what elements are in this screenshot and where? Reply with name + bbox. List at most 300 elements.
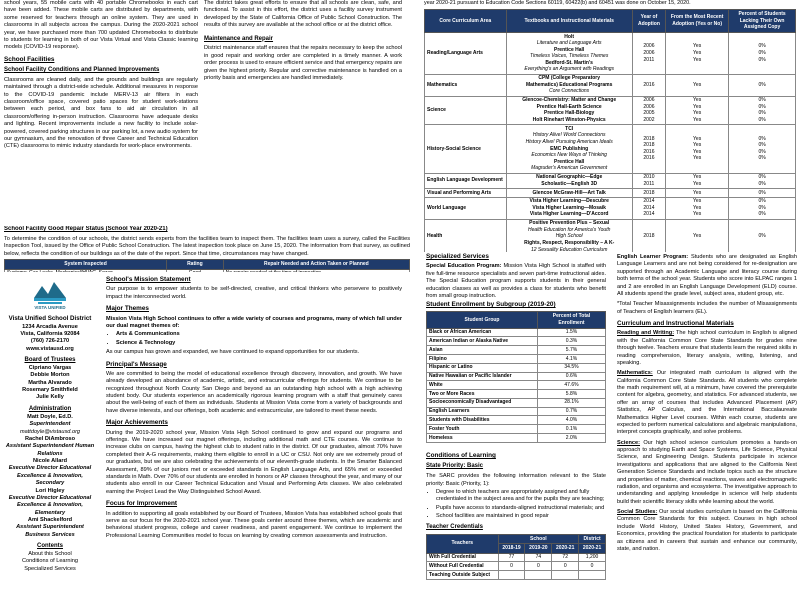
textbook-titles [506, 96, 632, 125]
textbook-row [425, 96, 796, 125]
textbook-title: Holt [564, 33, 575, 40]
textbook-pct [729, 96, 796, 125]
textbook-years-value: 2006 [643, 43, 655, 50]
principal-text: We are committed to being the model of educational excellence through discovery, innovation, and growth. We have already developed an abundance of academic, artistic, and extracurricular offerings for students. We continue to be recognized throughout North County San Diego and beyond as an outstanding high school with a high achieving student body. Our students experience an academically rigorous learning program with a staff that genuinely cares about the well-being of each of them as individuals. Students at Mission Vista come from a variety of backgrounds and have diverse interests, and our offerings, both academic and extracurricular, are tailored to meet these needs. [106, 370, 402, 414]
credentials-value: 0 [552, 562, 579, 571]
credentials-row [427, 571, 606, 580]
elp-text [617, 254, 797, 298]
repair-col-action: Repair Needed and Action Taken or Planned [223, 260, 409, 270]
curriculum-text: Our integrated math curriculum is aligned with the California Common Core State Standards. All students who complete the math requirement will, at a minimum, have covered the prerequisite content for algebra, geometry, and statistics. For advanced students, we offer an array of courses that includes Advanced Placement (AP) Statistics, AP Calculus, and the International Baccalaureate Mathematics Higher Level courses. Within each course, students are expected to perform numerical calculations and algebraic manipulations, interpret concepts graphically, and solve problems. [617, 370, 797, 436]
admin-title: Executive Director Educational Excellence & Innovation, Elementary [8, 494, 92, 516]
top-left-panel [0, 0, 202, 216]
cred-col-district: District [579, 534, 606, 544]
enrollment-panel [424, 300, 608, 450]
textbook-years [632, 125, 665, 173]
textbook-years-value: 2018 [643, 135, 655, 142]
achievements-heading: Major Achievements [106, 419, 168, 427]
enrollment-group: Filipino [427, 354, 538, 363]
enrollment-row [427, 372, 606, 381]
technology-paragraph: school years, 55 mobile carts with 40 portable Chromebooks in each cart have been added. These mobile carts are distributed by departments, with some reserved for teachers through an online system. They are used in classrooms in all subjects across the campus. During the 2020-2021 school year, we have purchased more than 700 updated Chromebooks to distribute to students for learning in both of our Vista Virtual and Vista Classic learning models (COVID-19 response). [4, 0, 198, 51]
enrollment-group: Foster Youth [427, 425, 538, 434]
survey-paragraph: The district takes great efforts to ensure that all schools are clean, safe, and functional. To assist in this effort, the district uses a facility survey instrument developed by the State of California Office of Public School Construction. The results of this survey are available at the school office or at the district office. [204, 0, 402, 29]
textbook-years [632, 96, 665, 125]
about-school-panel [104, 274, 404, 600]
textbook-recent-value: Yes [693, 189, 702, 196]
curriculum-item [617, 330, 797, 367]
textbook-recent-value: Yes [693, 233, 702, 240]
textbook-titles [506, 32, 632, 74]
textbook-title: National Geographic—Edge [536, 174, 603, 181]
textbook-title: EMC Publishing [550, 145, 589, 152]
credentials-row [427, 553, 606, 562]
themes-list [116, 331, 402, 347]
cred-col-school: School [498, 534, 579, 544]
textbook-title: Vista Higher Learning—D'Accord [529, 211, 609, 218]
board-member: Martha Alvarado [28, 379, 72, 386]
theme-item: • Arts & Communications [116, 331, 402, 338]
contents-item[interactable]: Specialized Services [24, 565, 76, 572]
textbook-years [632, 173, 665, 188]
repair-status-heading: School Facility Good Repair Status (School Year 2020-21) [4, 226, 168, 232]
board-list [3, 365, 97, 402]
enrollment-row [427, 337, 606, 346]
enrollment-pct: 5.8% [537, 390, 605, 399]
admin-title: Superintendent [29, 421, 71, 428]
district-website[interactable]: www.vistausd.org [26, 345, 74, 352]
cred-year-1: 2018-19 [498, 544, 525, 554]
textbook-years [632, 32, 665, 74]
textbook-titles [506, 74, 632, 96]
credentials-label: Teaching Outside Subject [427, 571, 499, 580]
enrollment-row [427, 407, 606, 416]
credentials-value: 77 [498, 553, 525, 562]
enrollment-group: Native Hawaiian or Pacific Islander [427, 372, 538, 381]
conditions-panel [424, 450, 608, 600]
elp-note: *Total Teacher Misassignments includes the number of Misassignments of Teachers of English learners (EL). [617, 301, 797, 315]
repair-row [5, 269, 410, 272]
tb-col-recent: From the Most Recent Adoption (Yes or No) [666, 10, 729, 33]
textbook-pct-value: 0% [758, 198, 766, 205]
enrollment-row [427, 328, 606, 337]
enrollment-pct: 34.5% [537, 363, 605, 372]
maintenance-text: District maintenance staff ensures that the repairs necessary to keep the school in good repair and working order are completed in a timely manner. A work order process is used to ensure efficient service and that emergency repairs are given the highest priority. Regular and corrective maintenance is handled on a priority basis and emergencies are handled immediately. [204, 45, 402, 81]
specialized-panel [424, 252, 608, 300]
textbook-recent-value: Yes [693, 180, 702, 187]
textbook-recent-value: Yes [693, 155, 702, 162]
textbook-pct-value: 0% [758, 142, 766, 149]
textbook-row [425, 188, 796, 197]
curriculum-label: Reading and Writing: [617, 330, 675, 337]
facility-conditions-text: Classrooms are cleaned daily, and the grounds and buildings are regularly maintained through a district-wide schedule. Additional measures in response to the COVID-19 pandemic include MERV-13 air filters in each classroom/office space, covered patio spaces for student work-stations between each period, and box fans to aid air circulation in all classroom/offering in-person instruction. Classrooms have adequate desks and lighting. Recent improvements include a new facility to include solar-powered, covered parking structures in our parking lot, a new audio system for our gymnasium, and the renovation of three Career and Technical Education (CTE) classrooms to mimic industry standards for work-place environments. [4, 76, 199, 150]
achievements-text: During the 2019-2020 school year, Mission Vista High School continued to grow and expand our programs and offerings. We have increased our magnet offerings, including additional math and CTE courses. We continue to increase clubs on campus, having the highest club to student ratio in the district. Of our graduates, almost 70% have completed their A-G requirements, making them eligible to enroll in a UC or CSU. Not only are we extremely proud of our graduates, but we are also celebrating the achievements of our eleventh-grade students. In the Smarter Balanced Assessment, 89% of our juniors met or exceeded standards in English Language Arts, and 65% met or exceeded standards in Math. Over 70% of our students are enrolled in honors or AP classes throughout the year, and many of our students also enroll in our Career Technical Education and Visual and Performing Arts classes. We also celebrated earning the Project Lead the Way Distinguished School Award. [106, 429, 402, 495]
contents-heading: Contents [37, 543, 63, 550]
textbook-area: English Language Development [425, 173, 507, 188]
repair-col-system: System Inspected [5, 260, 167, 270]
curriculum-panel [614, 252, 800, 600]
credentials-row [427, 562, 606, 571]
textbook-title: Mathematics) Educational Programs [525, 81, 613, 88]
textbook-pct [729, 188, 796, 197]
board-member: Cipriano Vargas [28, 364, 72, 371]
textbook-title: Holt Rinehart Winston-Physics [532, 117, 606, 123]
focus-heading: Focus for Improvement [106, 500, 178, 508]
district-sidebar [0, 274, 100, 600]
district-phone: (760) 726-2170 [30, 338, 70, 345]
curriculum-text: The high school curriculum in English is aligned with the California Common Core State Standards for grades nine through twelve. Teachers ensure that students learn the required skills in reading comprehension, literary analysis, writing, listening, and speaking. [617, 330, 798, 366]
conditions-bullet: • School facilities are maintained in good repair [436, 513, 606, 520]
top-middle-panel [200, 0, 406, 200]
enrollment-row [427, 398, 606, 407]
textbook-pct-value: 0% [758, 135, 766, 142]
enrollment-group: White [427, 381, 538, 390]
credentials-heading: Teacher Credentials [426, 523, 483, 530]
textbook-pct [729, 74, 796, 96]
contents-item[interactable]: Conditions of Learning [22, 558, 78, 565]
textbook-years-value: 2018 [643, 233, 655, 240]
textbook-pct-value: 0% [758, 49, 766, 56]
curriculum-heading: Curriculum and Instructional Materials [617, 320, 734, 327]
cred-year-4: 2020-21 [579, 544, 606, 554]
enrollment-row [427, 425, 606, 434]
repair-rating [167, 269, 224, 272]
textbook-row [425, 173, 796, 188]
textbook-pct-value: 0% [758, 180, 766, 187]
district-logo [30, 276, 70, 313]
textbook-years-value: 2014 [643, 198, 655, 205]
textbook-recent [666, 188, 729, 197]
enrollment-group: Black or African American [427, 328, 538, 337]
textbook-recent-value: Yes [693, 174, 702, 181]
textbook-row [425, 74, 796, 96]
tb-col-area: Core Curriculum Area [425, 10, 507, 33]
textbook-title: Glencoe-Chemistry: Matter and Change [522, 97, 617, 104]
conditions-list [436, 489, 606, 521]
cred-year-3: 2020-21 [552, 544, 579, 554]
textbook-recent [666, 219, 729, 252]
textbook-title: Core Connections [549, 88, 590, 95]
textbook-title: Rights, Respect, Responsibility – A K- [524, 240, 615, 247]
textbook-pct-value: 0% [758, 56, 766, 63]
credentials-value [579, 571, 606, 580]
conditions-bullet: • Degree to which teachers are appropriately assigned and fully credentialed in the subject area and for the pupils they are teaching; [436, 489, 606, 504]
credentials-label: Without Full Credential [427, 562, 499, 571]
textbook-row [425, 219, 796, 252]
enrollment-pct: 0.6% [537, 372, 605, 381]
curriculum-label: Science: [617, 439, 641, 446]
enrollment-pct: 2.0% [537, 434, 605, 443]
textbook-recent-value: Yes [693, 97, 702, 104]
admin-title: Executive Director Educational Excellence & Innovation, Secondary [8, 465, 92, 487]
textbook-pct [729, 32, 796, 74]
textbook-title: History Alive! World Connections [532, 132, 606, 139]
textbook-titles [506, 173, 632, 188]
enrollment-group: Two or More Races [427, 390, 538, 399]
credentials-value [552, 571, 579, 580]
enrollment-group: English Learners [427, 407, 538, 416]
credentials-table [426, 534, 606, 581]
textbook-recent [666, 125, 729, 173]
textbook-recent-value: Yes [693, 49, 702, 56]
themes-heading: Major Themes [106, 305, 149, 313]
enrollment-group: American Indian or Alaska Native [427, 337, 538, 346]
elp-body: Students who are designated as English Language Learners and are not being considered for re-designation are supported through an Academic Language and literacy course during both terms of the school year. Students who score into ELPAC ranges 1 and 2 are enrolled in an English Language Development (ELD) course. All students spend the grade level, subject area, student group, etc. [617, 254, 797, 297]
curriculum-text: Our social studies curriculum is based on the California Common Core Standards for this subject. Courses in high school include World History, United States History, Government, and Economics, providing the practical foundation for students to participate as citizens and in careers that sustain and enhance our community, state, and nation. [617, 509, 797, 552]
repair-system [5, 269, 167, 272]
textbook-recent [666, 32, 729, 74]
credentials-value: 72 [552, 553, 579, 562]
textbook-row [425, 32, 796, 74]
textbook-title: CPM (College Preparatory [538, 75, 601, 82]
textbook-recent-value: Yes [693, 135, 702, 142]
repair-status-panel [0, 226, 414, 272]
enrollment-pct: 0.7% [537, 407, 605, 416]
enrollment-row [427, 381, 606, 390]
textbook-years [632, 219, 665, 252]
textbook-titles [506, 197, 632, 219]
board-member: Rosemary Smithfield [22, 387, 78, 394]
enrollment-row [427, 390, 606, 399]
enrollment-pct: 0.1% [537, 425, 605, 434]
tb-col-books: Textbooks and Instructional Materials [506, 10, 632, 33]
enrollment-pct: 47.6% [537, 381, 605, 390]
curriculum-label: Mathematics: [617, 370, 653, 377]
textbook-recent-value: Yes [693, 142, 702, 149]
textbook-years-value: 2016 [643, 148, 655, 155]
textbook-years [632, 188, 665, 197]
themes-after: As our campus has grown and expanded, we have continued to expand opportunities for our students. [106, 349, 360, 356]
mission-heading: School's Mission Statement [106, 276, 191, 283]
textbook-title: Scholastic—English 3D [541, 180, 598, 187]
enrollment-pct: 4.1% [537, 354, 605, 363]
enrollment-row [427, 354, 606, 363]
textbook-recent [666, 96, 729, 125]
textbook-title: 12 Sexuality Education Curriculum [530, 246, 608, 252]
textbook-pct-value: 0% [758, 43, 766, 50]
textbook-title: Positive Prevention Plus – Sexual [529, 220, 610, 227]
credentials-value: 1,200 [579, 553, 606, 562]
textbook-years-value: 2002 [643, 117, 655, 123]
textbook-years-value: 2014 [643, 204, 655, 211]
textbook-pct-value: 0% [758, 103, 766, 110]
vista-logo-icon [30, 276, 70, 310]
textbook-pct-value: 0% [758, 211, 766, 218]
mission-text: Our purpose is to empower students to be self-directed, creative, and critical thinkers who persevere to positively impact the interconnected world. [106, 286, 402, 300]
priority-text: The SARC provides the following information relevant to the State priority: Basic (Priority, 1): [426, 473, 606, 487]
curriculum-label: Social Studies: [617, 509, 658, 516]
textbook-pct-value: 0% [758, 97, 766, 104]
repair-col-rating: Rating [167, 260, 224, 270]
textbook-years [632, 74, 665, 96]
special-ed-label: Special Education Program: [426, 263, 502, 270]
textbook-recent-value: Yes [693, 81, 702, 88]
cred-year-2: 2019-20 [525, 544, 552, 554]
textbook-area: Reading/Language Arts [425, 32, 507, 74]
textbook-recent-value: Yes [693, 56, 702, 63]
textbook-title: Prentice Hall-Earth Science [536, 103, 602, 110]
credentials-value: 0 [579, 562, 606, 571]
priority-heading: State Priority: Basic [426, 463, 484, 470]
textbook-title: Vista Higher Learning—Mosaik [532, 204, 606, 211]
textbook-titles [506, 125, 632, 173]
repair-action [223, 269, 409, 272]
textbook-area: History-Social Science [425, 125, 507, 173]
enrollment-pct: 28.1% [537, 398, 605, 407]
admin-title: Assistant Superintendent Human Relations [5, 443, 95, 457]
textbook-recent-value: Yes [693, 204, 702, 211]
admin-email[interactable]: mattdoyle@vistausd.org [19, 428, 81, 435]
repair-status-text: To determine the condition of our schools, the district sends experts from the facilities team to inspect them. The facilities team uses a survey, called the Facilities Inspection Tool, issued by the Office of Public School Construction. The latest inspection took place on June 15, 2020. The information from that survey, as outlined below, reflects the condition of our buildings as of the date of the report. Since that time, circumstances may have changed. [4, 235, 410, 257]
textbook-title: Prentice Hall-Biology [544, 110, 595, 117]
textbook-titles [506, 219, 632, 252]
textbook-row [425, 125, 796, 173]
enrollment-pct: 4.0% [537, 416, 605, 425]
textbook-years-value: 2018 [643, 189, 655, 196]
textbook-recent-value: Yes [693, 110, 702, 117]
textbook-title: Prentice Hall [554, 158, 585, 165]
admin-heading: Administration [28, 405, 72, 412]
credentials-value: 0 [525, 562, 552, 571]
textbook-recent [666, 197, 729, 219]
enrollment-row [427, 416, 606, 425]
textbook-title: Glencoe McGraw-Hill—Art Talk [532, 189, 606, 196]
enrollment-pct: 5.7% [537, 346, 605, 355]
textbook-title: High School [555, 233, 583, 240]
district-address-2: Vista, California 92084 [20, 330, 80, 337]
focus-text: In addition to supporting all goals established by our Board of Trustees, Mission Vista has established school goals that serve as our focus for the 2020-2021 school year. These goals center around three themes, which are academic and behavioral student progress, college and career readiness, and parent engagement. We continue to implement the Professional Learning Communities model to focus on learning by creating common assessments and instruction. [106, 510, 402, 539]
tb-col-year: Year of Adoption [632, 10, 665, 33]
textbook-title: Prentice Hall [554, 46, 585, 53]
textbook-pct-value: 0% [758, 204, 766, 211]
svg-text:VISTA UNIFIED: VISTA UNIFIED [34, 305, 66, 310]
textbook-pct-value: 0% [758, 110, 766, 117]
enrollment-group: Homeless [427, 434, 538, 443]
board-heading: Board of Trustees [24, 357, 76, 364]
admin-name: Rachel DiAmbroso [24, 435, 76, 442]
textbook-title: Literature and Language Arts [536, 40, 602, 47]
textbook-title: Magruder's American Government [531, 165, 608, 172]
conditions-heading: Conditions of Learning [426, 452, 496, 459]
enrollment-group: Socioeconomically Disadvantaged [427, 398, 538, 407]
textbook-years [632, 197, 665, 219]
maintenance-heading: Maintenance and Repair [204, 35, 274, 42]
board-member: Julie Kelly [36, 394, 64, 401]
textbook-area: World Language [425, 197, 507, 219]
textbook-years-value: 2018 [643, 142, 655, 149]
textbook-area: Science [425, 96, 507, 125]
textbook-years-value: 2006 [643, 97, 655, 104]
textbook-title: History Alive! Pursuing American Ideals [525, 138, 613, 145]
textbook-area: Health [425, 219, 507, 252]
textbook-years-value: 2016 [643, 81, 655, 88]
themes-text: Mission Vista High School continues to offer a wide variety of courses and programs, many of which fall under our dual magnet themes of: [106, 315, 402, 330]
enrollment-pct: 1.5% [537, 328, 605, 337]
principal-heading: Principal's Message [106, 360, 167, 368]
textbook-pct [729, 173, 796, 188]
textbook-pct-value: 0% [758, 174, 766, 181]
textbook-years-value: 2016 [643, 155, 655, 162]
textbook-pct-value: 0% [758, 117, 766, 123]
credentials-label: With Full Credential [427, 553, 499, 562]
board-member: Debbie Morton [30, 372, 70, 379]
textbook-recent-value: Yes [693, 43, 702, 50]
textbook-pct [729, 219, 796, 252]
textbook-years-value: 2006 [643, 49, 655, 56]
textbook-years-value: 2010 [643, 174, 655, 181]
admin-name: Nicole Allard [33, 458, 67, 464]
textbook-pct-value: 0% [758, 81, 766, 88]
specialized-heading: Specialized Services [426, 253, 489, 260]
repair-table [4, 259, 410, 272]
conditions-bullet: • Pupils have access to standards-aligned instructional materials; and [436, 505, 606, 512]
enrollment-table [426, 311, 606, 442]
textbook-title: Vista Higher Learning—Descubre [529, 198, 609, 205]
special-ed-body: Mission Vista High School is staffed with five full-time resource specialists and seven part-time instructional aides. The Special Education program supports students in their general education classes as well as provides a class for students who benefit from small group instruction. [426, 263, 607, 299]
textbook-title: Timeless Voices, Timeless Themes [529, 53, 609, 60]
textbook-area: Visual and Performing Arts [425, 188, 507, 197]
curriculum-list [617, 330, 797, 553]
textbook-recent-value: Yes [693, 211, 702, 218]
textbook-recent-value: Yes [693, 117, 702, 123]
textbook-years-value: 2006 [643, 103, 655, 110]
contents-item[interactable]: About this School [28, 551, 72, 558]
textbook-recent [666, 173, 729, 188]
textbook-title: TCI [565, 125, 574, 132]
textbook-recent [666, 74, 729, 96]
textbook-pct-value: 0% [758, 233, 766, 240]
admin-title: Assistant Superintendent Business Services [16, 524, 84, 538]
textbooks-header-text: year 2020-21 pursuant to Education Code Sections 60119, 60422(b) and 60451 was done on October 15, 2020. [424, 0, 691, 6]
textbook-recent-value: Yes [693, 198, 702, 205]
enrollment-row [427, 363, 606, 372]
textbook-years-value: 2011 [643, 56, 655, 63]
credentials-value [498, 571, 525, 580]
textbook-pct-value: 0% [758, 148, 766, 155]
enrollment-row [427, 434, 606, 443]
textbook-years-value: 2011 [643, 180, 655, 187]
cred-col-teachers: Teachers [427, 534, 499, 553]
textbook-title: Economics New Ways of Thinking [531, 152, 607, 159]
textbook-pct [729, 197, 796, 219]
admin-name: Lori Higley [35, 487, 65, 494]
admin-name: Matt Doyle, Ed.D. [27, 413, 73, 420]
curriculum-item [617, 509, 797, 553]
enrollment-row [427, 346, 606, 355]
textbook-area: Mathematics [425, 74, 507, 96]
contents-list [3, 551, 97, 573]
enroll-col-pct: Percent of Total Enrollment [537, 312, 605, 328]
textbook-pct [729, 125, 796, 173]
admin-list [3, 414, 97, 539]
admin-name: Ami Shackelford [27, 517, 73, 523]
curriculum-item [617, 440, 797, 506]
textbook-titles [506, 188, 632, 197]
enrollment-heading: Student Enrollment by Subgroup (2019-20) [426, 301, 556, 308]
enrollment-group: Students with Disabilities [427, 416, 538, 425]
textbook-years-value: 2014 [643, 211, 655, 218]
textbook-title: Bedford-St. Martin's [545, 59, 593, 66]
district-name: Vista Unified School District [8, 315, 92, 323]
credentials-value: 74 [525, 553, 552, 562]
enrollment-pct: 0.3% [537, 337, 605, 346]
elp-label: English Learner Program: [617, 254, 689, 260]
facility-conditions-heading: School Facility Conditions and Planned Improvements [4, 67, 160, 74]
textbook-pct-value: 0% [758, 155, 766, 162]
tb-col-pct: Percent of Students Lacking Their Own Assigned Copy [729, 10, 796, 33]
enrollment-group: Asian [427, 346, 538, 355]
curriculum-item [617, 370, 797, 436]
enrollment-group: Hispanic or Latino [427, 363, 538, 372]
theme-item: • Science & Technology [116, 340, 402, 347]
